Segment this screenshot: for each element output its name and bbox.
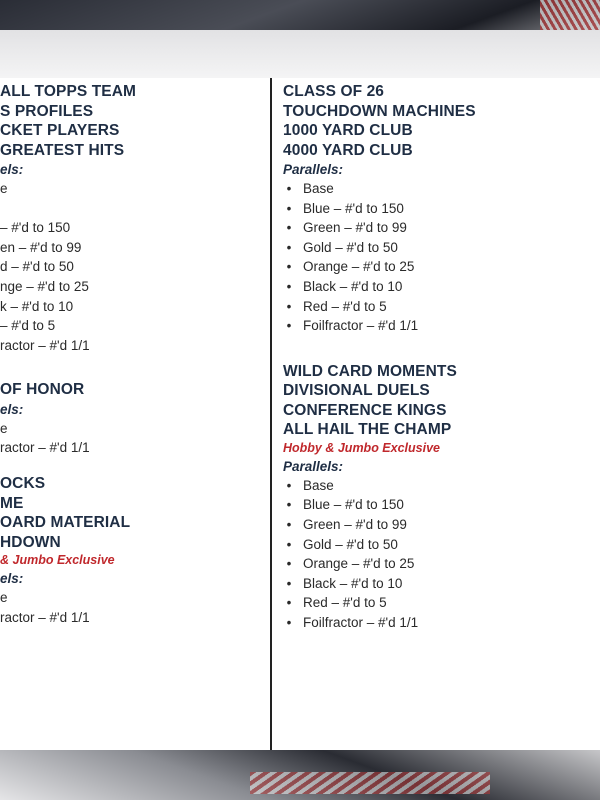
checklist-group (0, 474, 266, 627)
list-item: – #'d to 5 (0, 318, 56, 334)
list-item (283, 515, 593, 535)
parallels-label: Parallels: (283, 458, 344, 474)
list-item (283, 218, 593, 238)
group-heading: WILD CARD MOMENTS (283, 362, 457, 380)
bullet-icon: • (286, 556, 292, 572)
column-divider (270, 78, 272, 750)
group-heading: CONFERENCE KINGS (283, 401, 447, 419)
parallels-label: els: (0, 162, 24, 177)
list-item: e (0, 420, 8, 436)
list-item: ractor – #'d 1/1 (0, 440, 90, 456)
bullet-icon: • (286, 497, 292, 513)
group-heading: OF HONOR (0, 381, 85, 399)
bullet-icon: • (286, 614, 292, 630)
bullet-icon: • (286, 220, 292, 236)
list-item (283, 238, 593, 258)
group-heading: DIVISIONAL DUELS (283, 382, 430, 400)
list-item: d – #'d to 50 (0, 259, 74, 275)
list-item (283, 535, 593, 555)
bullet-icon: • (286, 595, 292, 611)
bullet-icon: • (286, 516, 292, 532)
left-column (0, 82, 266, 627)
bullet-icon: • (286, 477, 292, 493)
list-item: ractor – #'d 1/1 (0, 337, 90, 353)
list-item-text: Red – #'d to 5 (303, 298, 387, 314)
checklist-group (0, 380, 266, 458)
group-heading: CKET PLAYERS (0, 122, 120, 139)
list-item (283, 554, 593, 574)
checklist-group (283, 82, 593, 336)
list-item (283, 593, 593, 613)
bullet-icon: • (286, 200, 292, 216)
list-item-text: Blue – #'d to 150 (303, 200, 404, 216)
list-item-text: Orange – #'d to 25 (303, 556, 415, 572)
list-item-text: Base (303, 477, 334, 493)
list-item (0, 199, 266, 219)
header-band (0, 30, 600, 78)
group-heading: GREATEST HITS (0, 141, 125, 159)
list-item (283, 199, 593, 219)
bullet-icon: • (286, 259, 292, 275)
parallels-list (0, 588, 266, 627)
group-heading: HDOWN (0, 533, 61, 551)
list-item-text: Black – #'d to 10 (303, 575, 403, 591)
parallels-label: Parallels: (283, 162, 344, 177)
parallels-list (283, 476, 593, 633)
list-item (283, 495, 593, 515)
list-item (283, 297, 593, 317)
exclusive-note: & Jumbo Exclusive (0, 553, 115, 568)
bullet-icon: • (286, 278, 292, 294)
list-item (283, 613, 593, 633)
list-item: nge – #'d to 25 (0, 278, 89, 294)
list-item: e (0, 590, 8, 606)
group-heading: OCKS (0, 475, 46, 493)
bullet-icon: • (286, 536, 292, 552)
group-heading: ME (0, 494, 24, 512)
group-heading: CLASS OF 26 (283, 83, 385, 100)
list-item: en – #'d to 99 (0, 239, 82, 255)
list-item (283, 257, 593, 277)
list-item (283, 179, 593, 199)
right-column (283, 82, 593, 633)
list-item: – #'d to 150 (0, 220, 71, 236)
parallels-label: els: (0, 571, 24, 587)
list-item: e (0, 181, 8, 196)
bullet-icon: • (286, 181, 292, 196)
group-heading: S PROFILES (0, 102, 94, 120)
list-item (283, 316, 593, 336)
list-item-text: Foilfractor – #'d 1/1 (303, 318, 419, 334)
parallels-list (0, 179, 266, 355)
group-heading: OARD MATERIAL (0, 514, 131, 532)
parallels-label: els: (0, 401, 24, 417)
parallels-list (283, 179, 593, 336)
list-item: ractor – #'d 1/1 (0, 609, 90, 625)
list-item-text: Black – #'d to 10 (303, 278, 403, 294)
list-item-text: Green – #'d to 99 (303, 220, 407, 236)
list-item-text: Orange – #'d to 25 (303, 259, 415, 275)
group-heading: ALL TOPPS TEAM (0, 83, 137, 100)
list-item-text: Green – #'d to 99 (303, 516, 407, 532)
list-item-text: Gold – #'d to 50 (303, 239, 398, 255)
group-heading: 4000 YARD CLUB (283, 141, 413, 159)
group-heading: TOUCHDOWN MACHINES (283, 102, 476, 120)
list-item: k – #'d to 10 (0, 298, 74, 314)
bullet-icon: • (286, 298, 292, 314)
list-item-text: Base (303, 181, 334, 196)
list-item (283, 574, 593, 594)
parallels-list (0, 419, 266, 458)
exclusive-note: Hobby & Jumbo Exclusive (283, 440, 440, 455)
checklist-sheet (0, 30, 600, 750)
list-item-text: Blue – #'d to 150 (303, 497, 404, 513)
list-item-text: Foilfractor – #'d 1/1 (303, 614, 419, 630)
list-item (283, 476, 593, 496)
bullet-icon: • (286, 575, 292, 591)
bullet-icon: • (286, 239, 292, 255)
checklist-group (283, 362, 593, 633)
list-item (283, 277, 593, 297)
checklist-group (0, 82, 266, 355)
list-item-text: Red – #'d to 5 (303, 595, 387, 611)
group-heading: ALL HAIL THE CHAMP (283, 421, 452, 439)
list-item-text: Gold – #'d to 50 (303, 536, 398, 552)
group-heading: 1000 YARD CLUB (283, 122, 413, 139)
bullet-icon: • (286, 318, 292, 334)
